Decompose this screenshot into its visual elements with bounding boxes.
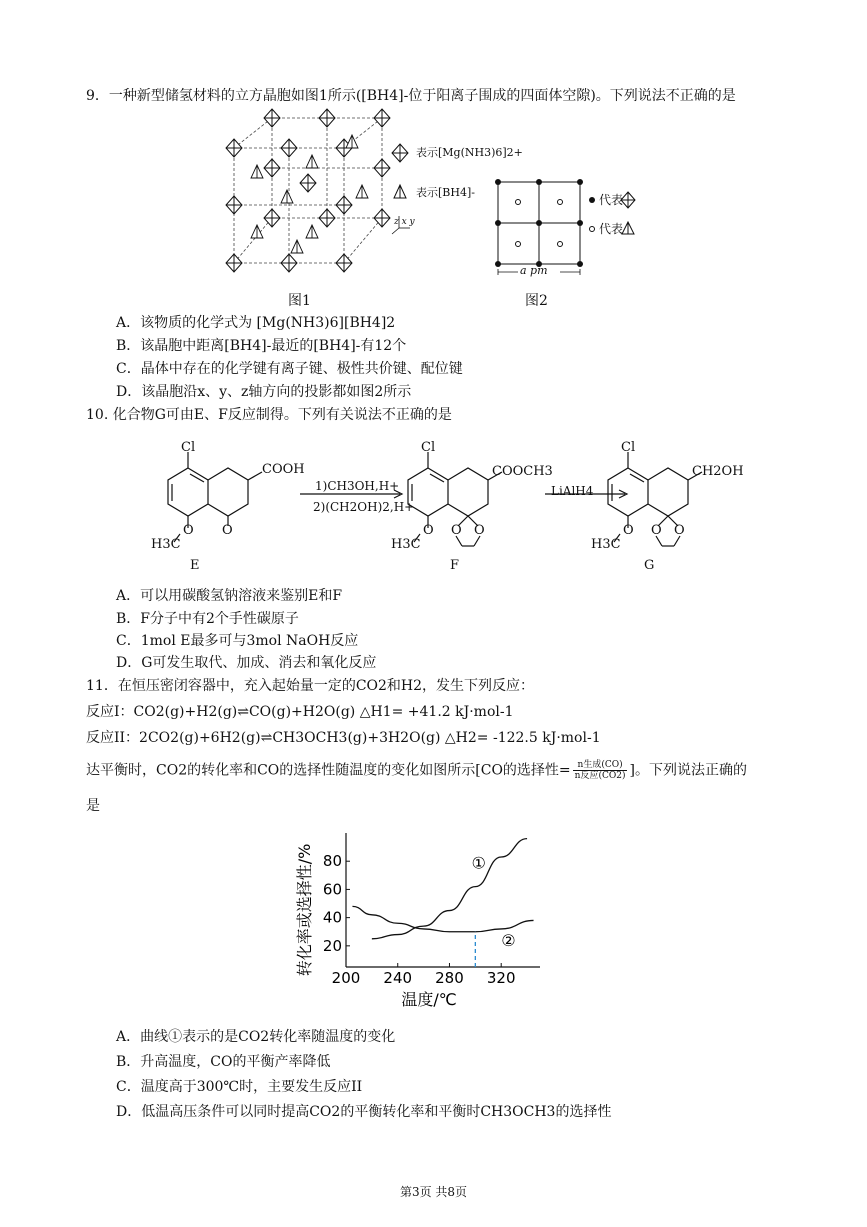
e-ketone-o: O — [222, 523, 233, 538]
x-tick-label: 320 — [486, 969, 516, 987]
q9-figure2-projection — [488, 172, 648, 282]
q10-option-d: D．G可发生取代、加成、消去和氧化反应 — [116, 655, 377, 671]
q9-option-d: D．该晶胞沿x、y、z轴方向的投影都如图2所示 — [116, 384, 412, 400]
x-tick-label: 240 — [383, 969, 413, 987]
g-ome-o: O — [623, 523, 634, 538]
g-cl: Cl — [621, 440, 636, 455]
label-e: E — [190, 558, 200, 573]
f-ome-o: O — [423, 523, 434, 538]
q11-chart — [290, 825, 550, 1015]
fraction-denominator: n反应(CO2) — [574, 771, 626, 781]
x-axis-label: 温度/℃ — [401, 990, 457, 1009]
step2-reagent: LiAlH4 — [551, 484, 594, 498]
series-curve-1 — [372, 839, 527, 939]
figure2-caption: 图2 — [525, 293, 548, 309]
fig2-dot-black: 代表 — [599, 193, 624, 207]
q11-option-b: B．升高温度，CO的平衡产率降低 — [116, 1054, 331, 1070]
series-label-1: ① — [471, 853, 486, 873]
axes-label: z x y — [394, 217, 415, 227]
legend-anion-label: 表示[BH4]- — [416, 186, 475, 199]
q11-desc-a: 达平衡时，CO2的转化率和CO的选择性随温度的变化如图所示[CO的选择性= — [86, 762, 571, 779]
fig2-dimension: a pm — [520, 264, 548, 277]
f-ketal-o2: O — [474, 523, 485, 538]
series-label-2: ② — [501, 930, 516, 950]
y-tick-label: 80 — [322, 852, 342, 871]
q11-option-d: D．低温高压条件可以同时提高CO2的平衡转化率和平衡时CH3OCH3的选择性 — [116, 1104, 612, 1120]
q11-reaction-2: 反应II：2CO2(g)+6H2(g)⇌CH3OCH3(g)+3H2O(g) △H2= -122.5 kJ·mol-1 — [86, 730, 601, 746]
selectivity-fraction — [573, 760, 628, 781]
q10-option-c: C．1mol E最多可与3mol NaOH反应 — [116, 633, 359, 649]
e-methyl: H3C — [151, 537, 181, 552]
step1-reagent-a: 1)CH3OH,H+ — [315, 479, 400, 493]
label-g: G — [644, 558, 655, 573]
q11-desc-b: ]。下列说法正确的 — [629, 762, 747, 779]
q9-option-b: B．该晶胞中距离[BH4]-最近的[BH4]-有12个 — [116, 338, 407, 354]
q10-option-a: A．可以用碳酸氢钠溶液来鉴别E和F — [116, 588, 343, 604]
q10-option-b: B．F分子中有2个手性碳原子 — [116, 611, 299, 627]
q9-stem: 9．一种新型储氢材料的立方晶胞如图1所示([BH4]-位于阳离子围成的四面体空隙)。下列说法不正确的是 — [86, 88, 736, 104]
q9-option-c: C．晶体中存在的化学键有离子键、极性共价键、配位键 — [116, 361, 463, 377]
series-curve-2 — [352, 906, 533, 931]
q10-stem: 10. 化合物G可由E、F反应制得。下列有关说法不正确的是 — [86, 407, 452, 423]
g-methyl: H3C — [591, 537, 621, 552]
y-tick-label: 60 — [322, 880, 342, 899]
q11-option-a: A．曲线①表示的是CO2转化率随温度的变化 — [116, 1029, 396, 1045]
page-footer: 第3页 共8页 — [399, 1185, 468, 1199]
e-ome-o: O — [183, 523, 194, 538]
x-tick-label: 200 — [331, 969, 361, 987]
step1-reagent-b: 2)(CH2OH)2,H+ — [313, 500, 415, 514]
fraction-numerator: n生成(CO) — [573, 760, 628, 771]
g-ketal-o2: O — [674, 523, 685, 538]
f-cooch3: COOCH3 — [492, 464, 553, 479]
x-tick-label: 280 — [435, 969, 464, 987]
legend-cation-label: 表示[Mg(NH3)6]2+ — [416, 146, 523, 159]
q11-option-c: C．温度高于300℃时，主要发生反应II — [116, 1079, 363, 1095]
y-axis-label: 转化率或选择性/% — [295, 843, 314, 977]
f-ketal-o1: O — [451, 523, 462, 538]
f-methyl: H3C — [391, 537, 421, 552]
fig2-dot-white: 代表 — [599, 222, 624, 236]
g-ch2oh: CH2OH — [692, 464, 744, 479]
f-cl: Cl — [421, 440, 436, 455]
q11-description — [86, 760, 747, 781]
y-tick-label: 40 — [322, 908, 342, 927]
q11-stem: 11．在恒压密闭容器中，充入起始量一定的CO2和H2，发生下列反应： — [86, 678, 535, 694]
q10-reaction-scheme — [150, 438, 750, 573]
g-ketal-o1: O — [651, 523, 662, 538]
q11-reaction-1: 反应I：CO2(g)+H2(g)⇌CO(g)+H2O(g) △H1= +41.2 kJ·mol-1 — [86, 704, 514, 720]
figure1-caption: 图1 — [288, 293, 311, 309]
y-tick-label: 20 — [322, 936, 342, 955]
label-f: F — [450, 558, 460, 573]
e-cl: Cl — [181, 440, 196, 455]
q11-desc-c: 是 — [86, 798, 100, 814]
q9-option-a: A．该物质的化学式为 [Mg(NH3)6][BH4]2 — [116, 315, 396, 331]
e-cooh: COOH — [262, 462, 305, 477]
